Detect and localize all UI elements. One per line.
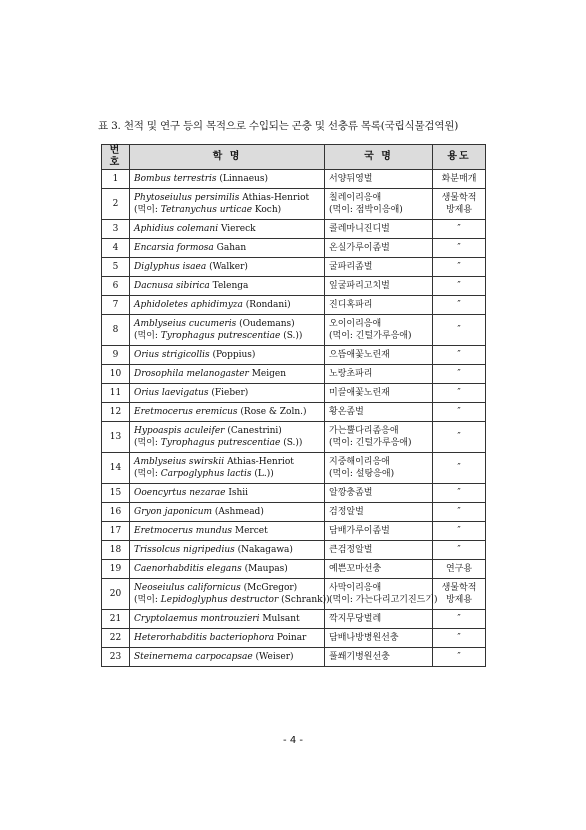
italic-name-segment: Orius strigicollis	[134, 350, 210, 360]
italic-name-segment: Bombus terrestris	[134, 174, 217, 184]
cell-korean-name	[325, 403, 433, 422]
cell-usage	[433, 453, 486, 484]
korean-name-line: 잎굴파리고치벌	[329, 281, 390, 291]
korean-name-line: 검정알벌	[329, 507, 364, 517]
cell-korean-name	[325, 220, 433, 239]
scientific-name-line	[134, 173, 320, 185]
italic-name-segment: Amblyseius cucumeris	[134, 319, 237, 329]
cell-number: 18	[102, 541, 130, 560]
scientific-name-line	[134, 582, 320, 594]
cell-scientific-name	[130, 315, 325, 346]
cell-korean-name	[325, 365, 433, 384]
usage-line: ″	[457, 488, 461, 498]
cell-scientific-name	[130, 403, 325, 422]
cell-scientific-name	[130, 560, 325, 579]
usage-line: ″	[457, 350, 461, 360]
usage-line: 생물학적	[441, 583, 477, 593]
cell-korean-name	[325, 170, 433, 189]
cell-korean-name	[325, 541, 433, 560]
korean-name-line: 풀쐐기병원선충	[329, 652, 390, 662]
cell-korean-name	[325, 484, 433, 503]
cell-usage	[433, 403, 486, 422]
name-segment: (Rose & Zoln.)	[237, 407, 307, 417]
table-row	[102, 503, 486, 522]
cell-number: 9	[102, 346, 130, 365]
korean-name-line: (먹이: 가는다리고기진드기)	[329, 595, 438, 605]
cell-scientific-name	[130, 189, 325, 220]
cell-number: 16	[102, 503, 130, 522]
korean-name-line: 온실가루이좀벌	[329, 243, 390, 253]
cell-usage	[433, 258, 486, 277]
cell-number: 15	[102, 484, 130, 503]
cell-scientific-name	[130, 579, 330, 610]
cell-usage	[433, 170, 486, 189]
cell-number: 8	[102, 315, 130, 346]
table-row	[102, 239, 486, 258]
name-segment: (Weiser)	[252, 652, 294, 662]
name-segment: Poinar	[274, 633, 307, 643]
cell-scientific-name	[130, 170, 325, 189]
korean-name-line: 노랑초파리	[329, 369, 373, 379]
cell-usage	[433, 503, 486, 522]
cell-number: 20	[102, 579, 130, 610]
usage-line: ″	[457, 526, 461, 536]
scientific-name-line	[134, 349, 320, 361]
cell-usage	[433, 610, 486, 629]
usage-line: ″	[457, 369, 461, 379]
scientific-name-line	[134, 280, 320, 292]
name-segment: (S.))	[280, 438, 303, 448]
cell-korean-name	[325, 189, 433, 220]
usage-line: 생물학적	[441, 193, 477, 203]
italic-name-segment: Hypoaspis aculeifer	[134, 426, 225, 436]
usage-line: ″	[457, 262, 461, 272]
cell-scientific-name	[130, 541, 325, 560]
korean-name-line: 예쁜꼬마선충	[329, 564, 382, 574]
cell-number: 5	[102, 258, 130, 277]
cell-scientific-name	[130, 296, 325, 315]
italic-name-segment: Eretmocerus eremicus	[134, 407, 238, 417]
usage-line: ″	[457, 281, 461, 291]
cell-scientific-name	[130, 365, 325, 384]
cell-usage	[433, 560, 486, 579]
table-row	[102, 541, 486, 560]
usage-line: ″	[457, 432, 461, 442]
korean-name-line: 깍지무당벌레	[329, 614, 382, 624]
cell-korean-name	[325, 522, 433, 541]
italic-name-segment: Eretmocerus mundus	[134, 526, 233, 536]
korean-name-line: 콜레마니진디벌	[329, 224, 390, 234]
italic-name-segment: Diglyphus isaea	[134, 262, 207, 272]
scientific-name-line	[134, 632, 320, 644]
table-caption: 표 3. 천적 및 연구 등의 목적으로 수입되는 곤충 및 선충류 목록(국립식물검역원)	[98, 120, 459, 132]
cell-scientific-name	[130, 258, 325, 277]
name-segment: (Ashmead)	[212, 507, 264, 517]
cell-number: 10	[102, 365, 130, 384]
korean-name-line: 담배나방병원선충	[329, 633, 399, 643]
table-row	[102, 422, 486, 453]
cell-korean-name	[325, 560, 433, 579]
table-row	[102, 189, 486, 220]
italic-name-segment: Encarsia formosa	[134, 243, 214, 253]
korean-name-line: (먹이: 설탕응애)	[329, 469, 395, 479]
korean-name-line: 알깡충좀벌	[329, 488, 373, 498]
table-row	[102, 296, 486, 315]
italic-name-segment: Neoseiulus californicus	[134, 583, 241, 593]
cell-number: 22	[102, 629, 130, 648]
scientific-name-line	[134, 563, 320, 575]
korean-name-line: 진디혹파리	[329, 300, 373, 310]
korean-name-line: 오이이리응애	[329, 319, 382, 329]
cell-usage	[433, 220, 486, 239]
scientific-name-line	[134, 223, 320, 235]
cell-usage	[433, 541, 486, 560]
scientific-name-line	[134, 387, 320, 399]
korean-name-line: 지중해이리응애	[329, 457, 390, 467]
cell-number: 23	[102, 648, 130, 667]
name-segment: Koch)	[252, 205, 282, 215]
usage-line: ″	[457, 507, 461, 517]
name-segment: Athias-Henriot	[224, 457, 294, 467]
scientific-name-line	[134, 525, 320, 537]
cell-usage	[433, 384, 486, 403]
italic-name-segment: Gryon japonicum	[134, 507, 213, 517]
species-table-wrapper	[101, 144, 485, 667]
table-row	[102, 453, 486, 484]
usage-line: ″	[457, 463, 461, 473]
name-segment: (McGregor)	[240, 583, 298, 593]
header-number: 번호	[102, 145, 130, 170]
usage-line: 연구용	[445, 564, 473, 574]
cell-korean-name	[325, 296, 433, 315]
cell-korean-name	[325, 258, 433, 277]
name-segment: Mulsant	[259, 614, 300, 624]
usage-line: 방제용	[445, 595, 473, 605]
korean-name-line: 가는뿔다리좀응애	[329, 426, 399, 436]
cell-usage	[433, 522, 486, 541]
scientific-name-line	[134, 437, 320, 449]
cell-scientific-name	[130, 239, 325, 258]
italic-name-segment: Tyrophagus putrescentiae	[160, 331, 281, 341]
cell-scientific-name	[130, 648, 325, 667]
name-segment: (Walker)	[206, 262, 248, 272]
name-segment: (Canestrini)	[224, 426, 282, 436]
korean-name-line: 미끌애꽃노린재	[329, 388, 390, 398]
table-row	[102, 365, 486, 384]
scientific-name-line	[134, 330, 320, 342]
table-row	[102, 648, 486, 667]
name-segment: (S.))	[280, 331, 303, 341]
cell-scientific-name	[130, 277, 325, 296]
cell-number: 17	[102, 522, 130, 541]
scientific-name-line	[134, 261, 320, 273]
cell-scientific-name	[130, 384, 325, 403]
table-row	[102, 522, 486, 541]
cell-number: 1	[102, 170, 130, 189]
scientific-name-line	[134, 468, 320, 480]
name-segment: (Linnaeus)	[216, 174, 268, 184]
scientific-name-line	[134, 368, 320, 380]
scientific-name-line	[134, 456, 320, 468]
usage-line: 방제용	[445, 205, 473, 215]
name-segment: (Poppius)	[209, 350, 256, 360]
cell-number: 6	[102, 277, 130, 296]
header-row	[102, 145, 486, 170]
page-number: - 4 -	[283, 735, 303, 746]
italic-name-segment: Aphidoletes aphidimyza	[134, 300, 243, 310]
cell-korean-name	[325, 346, 433, 365]
italic-name-segment: Trissolcus nigripedius	[134, 545, 235, 555]
cell-korean-name	[325, 648, 433, 667]
cell-usage	[433, 277, 486, 296]
italic-name-segment: Tyrophagus putrescentiae	[160, 438, 281, 448]
italic-name-segment: Lepidoglyphus destructor	[160, 595, 279, 605]
korean-name-line: 굴파리좀벌	[329, 262, 373, 272]
cell-number: 11	[102, 384, 130, 403]
korean-name-line: (먹이: 긴털가루응애)	[329, 331, 412, 341]
name-segment: Ishii	[225, 488, 249, 498]
italic-name-segment: Cryptolaemus montrouzieri	[134, 614, 260, 624]
name-segment: Viereck	[218, 224, 256, 234]
korean-name-line: 담배가루이좀벌	[329, 526, 390, 536]
italic-name-segment: Tetranychus urticae	[160, 205, 253, 215]
cell-usage	[433, 189, 486, 220]
cell-usage	[433, 648, 486, 667]
name-segment: (L.))	[251, 469, 274, 479]
italic-name-segment: Aphidius colemani	[134, 224, 219, 234]
table-row	[102, 258, 486, 277]
table-header	[102, 145, 486, 170]
cell-usage	[433, 315, 486, 346]
korean-name-line: (먹이: 점박이응애)	[329, 205, 403, 215]
name-segment: (먹이:	[134, 331, 161, 341]
cell-usage	[433, 346, 486, 365]
italic-name-segment: Orius laevigatus	[134, 388, 209, 398]
korean-name-line: (먹이: 긴털가루응애)	[329, 438, 412, 448]
name-segment: (먹이:	[134, 595, 161, 605]
italic-name-segment: Ooencyrtus nezarae	[134, 488, 226, 498]
italic-name-segment: Drosophila melanogaster	[134, 369, 249, 379]
header-scientific-name: 학 명	[130, 145, 325, 170]
scientific-name-line	[134, 544, 320, 556]
cell-usage	[433, 629, 486, 648]
cell-scientific-name	[130, 484, 325, 503]
name-segment: (Rondani)	[242, 300, 291, 310]
table-row	[102, 315, 486, 346]
cell-number: 7	[102, 296, 130, 315]
korean-name-line: 사막이리응애	[329, 583, 382, 593]
scientific-name-line	[134, 487, 320, 499]
table-row	[102, 610, 486, 629]
cell-usage	[433, 239, 486, 258]
cell-usage	[433, 579, 486, 610]
korean-name-line: 큰검정알벌	[329, 545, 373, 555]
cell-usage	[433, 422, 486, 453]
cell-scientific-name	[130, 422, 325, 453]
name-segment: Telenga	[209, 281, 249, 291]
cell-korean-name	[325, 453, 433, 484]
scientific-name-line	[134, 651, 320, 663]
scientific-name-line	[134, 299, 320, 311]
table-row	[102, 220, 486, 239]
scientific-name-line	[134, 242, 320, 254]
italic-name-segment: Carpoglyphus lactis	[160, 469, 252, 479]
italic-name-segment: Steinernema carpocapsae	[134, 652, 253, 662]
scientific-name-line	[134, 192, 320, 204]
cell-korean-name	[325, 315, 433, 346]
name-segment: (먹이:	[134, 469, 161, 479]
korean-name-line: 황온좀벌	[329, 407, 364, 417]
cell-korean-name	[325, 610, 433, 629]
scientific-name-line	[134, 425, 320, 437]
cell-usage	[433, 296, 486, 315]
usage-line: ″	[457, 243, 461, 253]
korean-name-line: 칠레이리응애	[329, 193, 382, 203]
scientific-name-line	[134, 506, 320, 518]
table-row	[102, 384, 486, 403]
table-row	[102, 403, 486, 422]
usage-line: ″	[457, 325, 461, 335]
name-segment: (먹이:	[134, 438, 161, 448]
italic-name-segment: Heterorhabditis bacteriophora	[134, 633, 275, 643]
name-segment: Mercet	[232, 526, 268, 536]
cell-korean-name	[325, 422, 433, 453]
italic-name-segment: Amblyseius swirskii	[134, 457, 225, 467]
usage-line: ″	[457, 224, 461, 234]
cell-usage	[433, 365, 486, 384]
table-row	[102, 629, 486, 648]
scientific-name-line	[134, 406, 320, 418]
table-row	[102, 560, 486, 579]
cell-number: 12	[102, 403, 130, 422]
name-segment: (Fieber)	[208, 388, 249, 398]
cell-scientific-name	[130, 220, 325, 239]
table-row	[102, 277, 486, 296]
name-segment: (Oudemans)	[236, 319, 295, 329]
cell-scientific-name	[130, 629, 325, 648]
korean-name-line: 서양뒤영벌	[329, 174, 373, 184]
cell-korean-name	[325, 629, 433, 648]
name-segment: Meigen	[248, 369, 286, 379]
cell-scientific-name	[130, 610, 325, 629]
name-segment: (Maupas)	[241, 564, 288, 574]
scientific-name-line	[134, 318, 320, 330]
cell-scientific-name	[130, 503, 325, 522]
italic-name-segment: Dacnusa sibirica	[134, 281, 210, 291]
table-row	[102, 346, 486, 365]
cell-number: 4	[102, 239, 130, 258]
header-usage: 용도	[433, 145, 486, 170]
cell-scientific-name	[130, 522, 325, 541]
korean-name-line: 으뜸애꽃노린재	[329, 350, 390, 360]
table-row	[102, 579, 486, 610]
cell-korean-name	[325, 277, 433, 296]
italic-name-segment: Phytoseiulus persimilis	[134, 193, 240, 203]
cell-number: 21	[102, 610, 130, 629]
italic-name-segment: Caenorhabditis elegans	[134, 564, 242, 574]
cell-korean-name	[325, 579, 438, 610]
name-segment: Gahan	[213, 243, 247, 253]
table-row	[102, 170, 486, 189]
usage-line: ″	[457, 652, 461, 662]
table-body	[102, 170, 486, 667]
cell-korean-name	[325, 239, 433, 258]
scientific-name-line	[134, 594, 330, 606]
scientific-name-line	[134, 204, 320, 216]
usage-line: 화분매개	[441, 174, 477, 184]
name-segment: Athias-Henriot	[239, 193, 310, 203]
name-segment: (먹이:	[134, 205, 161, 215]
usage-line: ″	[457, 407, 461, 417]
cell-scientific-name	[130, 453, 325, 484]
cell-korean-name	[325, 503, 433, 522]
scientific-name-line	[134, 613, 320, 625]
species-table	[101, 144, 486, 667]
name-segment: (Nakagawa)	[234, 545, 293, 555]
usage-line: ″	[457, 300, 461, 310]
name-segment: (Schrank))	[278, 595, 330, 605]
usage-line: ″	[457, 388, 461, 398]
cell-number: 3	[102, 220, 130, 239]
header-korean-name: 국 명	[325, 145, 433, 170]
cell-korean-name	[325, 384, 433, 403]
cell-usage	[433, 484, 486, 503]
cell-number: 14	[102, 453, 130, 484]
cell-number: 13	[102, 422, 130, 453]
usage-line: ″	[457, 545, 461, 555]
cell-number: 2	[102, 189, 130, 220]
usage-line: ″	[457, 633, 461, 643]
table-row	[102, 484, 486, 503]
usage-line: ″	[457, 614, 461, 624]
cell-scientific-name	[130, 346, 325, 365]
cell-number: 19	[102, 560, 130, 579]
